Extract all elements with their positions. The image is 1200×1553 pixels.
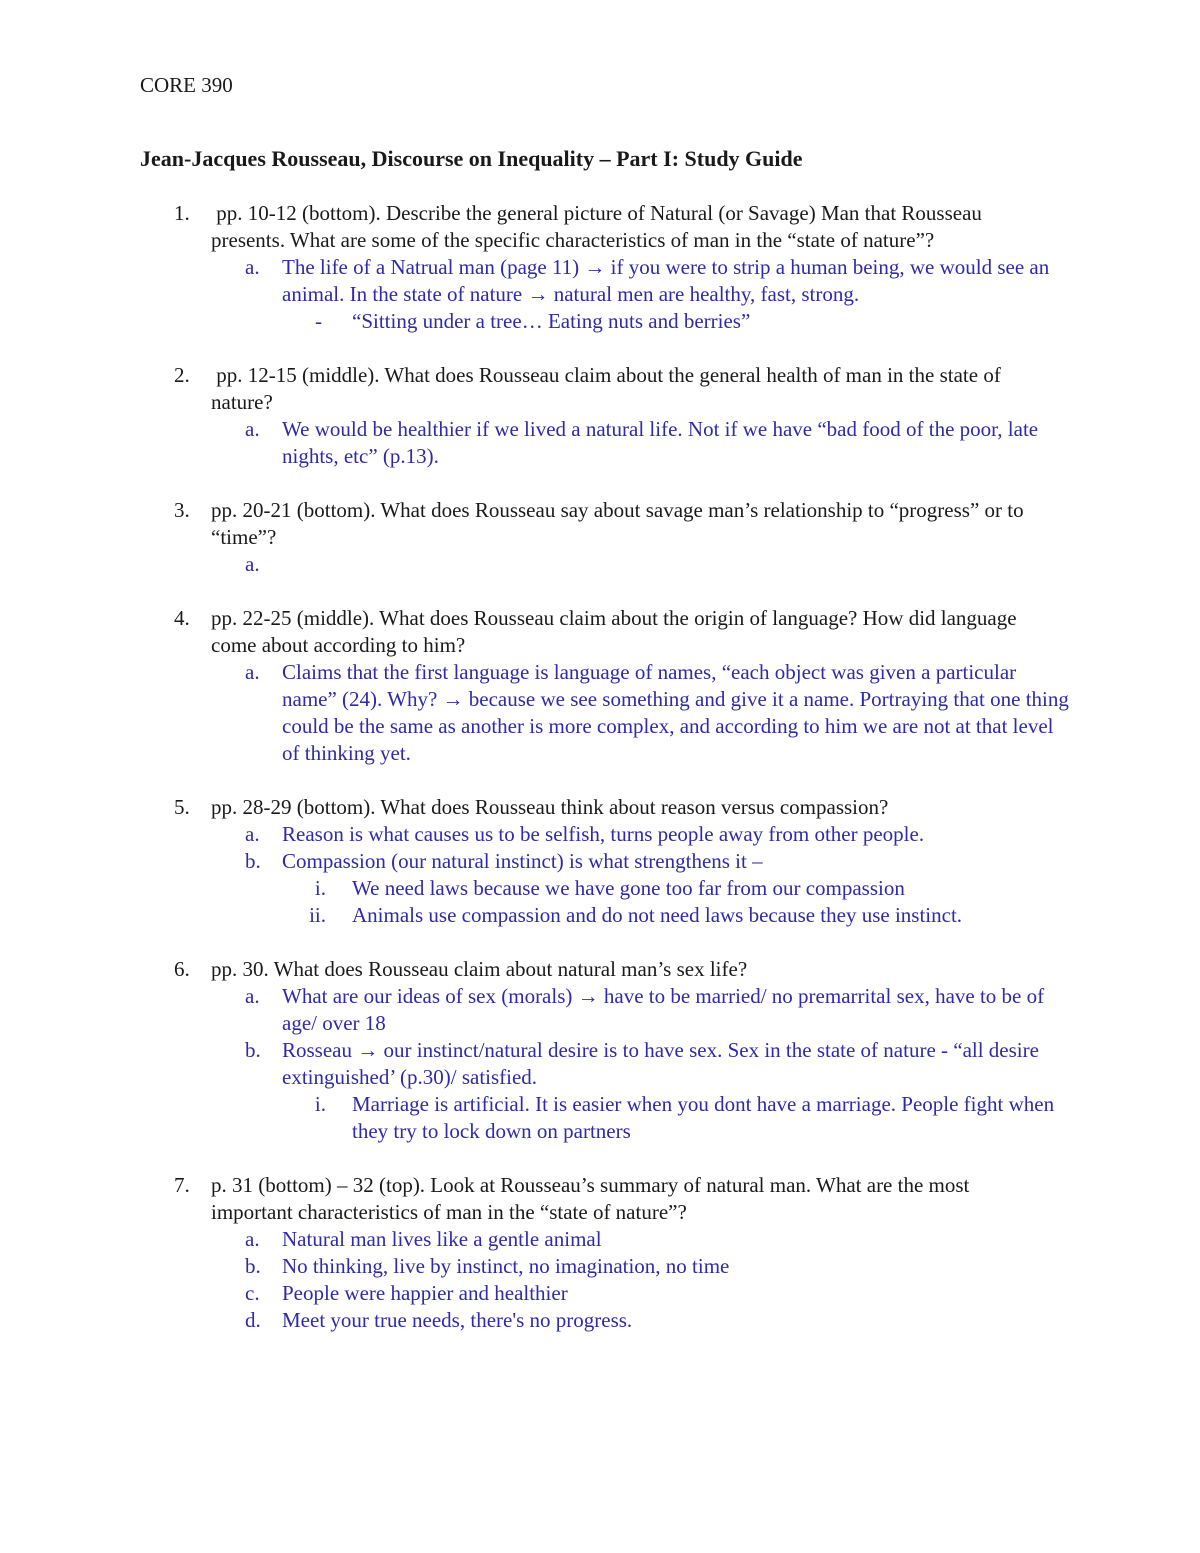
answer-marker: a. bbox=[245, 1227, 260, 1251]
question-item bbox=[0, 362, 1200, 470]
question-list bbox=[0, 200, 1200, 1361]
answer-text: Reason is what causes us to be selfish, turns people away from other people. bbox=[282, 822, 925, 846]
answer-item bbox=[0, 983, 1200, 1037]
answer-marker: b. bbox=[245, 1038, 261, 1062]
answer-marker: b. bbox=[245, 1254, 261, 1278]
sub-answer-text: Animals use compassion and do not need laws because they use instinct. bbox=[352, 903, 963, 927]
dash-item bbox=[0, 308, 1200, 335]
question-text: pp. 30. What does Rousseau claim about natural man’s sex life? bbox=[211, 957, 748, 981]
answer-text: Rosseau → our instinct/natural desire is to have sex. Sex in the state of nature - “all desire extinguished’ (p.30)/ satisfied. bbox=[282, 1038, 1039, 1089]
question-text: pp. 20-21 (bottom). What does Rousseau say about savage man’s relationship to “progress” or to “time”? bbox=[211, 498, 1024, 549]
question-number: 7. bbox=[174, 1173, 190, 1197]
answer-text bbox=[282, 551, 1072, 578]
answer-item bbox=[0, 254, 1200, 308]
question-item bbox=[0, 605, 1200, 767]
course-code: CORE 390 bbox=[140, 73, 233, 97]
answer-marker: a. bbox=[245, 660, 260, 684]
answer-item bbox=[0, 1253, 1200, 1280]
answer-item bbox=[0, 848, 1200, 875]
answer-text: Meet your true needs, there's no progress. bbox=[282, 1308, 633, 1332]
answer-item bbox=[0, 416, 1200, 470]
answer-marker: a. bbox=[245, 552, 260, 576]
question-text: pp. 22-25 (middle). What does Rousseau claim about the origin of language? How did language come about according to him? bbox=[211, 606, 1017, 657]
answer-item bbox=[0, 1307, 1200, 1334]
answer-item bbox=[0, 1037, 1200, 1091]
question-item bbox=[0, 1172, 1200, 1334]
answer-text: Natural man lives like a gentle animal bbox=[282, 1227, 602, 1251]
answer-marker: d. bbox=[245, 1308, 261, 1332]
answer-marker: a. bbox=[245, 255, 260, 279]
document-title: Jean-Jacques Rousseau, Discourse on Inequality – Part I: Study Guide bbox=[140, 146, 803, 171]
sub-answer-marker: i. bbox=[314, 1092, 326, 1116]
answer-text: We would be healthier if we lived a natural life. Not if we have “bad food of the poor, late nights, etc” (p.13). bbox=[282, 417, 1039, 468]
question-number: 4. bbox=[174, 606, 190, 630]
answer-item bbox=[0, 1280, 1200, 1307]
question-item bbox=[0, 956, 1200, 1145]
question-number: 1. bbox=[174, 201, 190, 225]
sub-answer-marker: ii. bbox=[309, 903, 326, 927]
question-text: pp. 28-29 (bottom). What does Rousseau think about reason versus compassion? bbox=[211, 795, 889, 819]
answer-marker: a. bbox=[245, 984, 260, 1008]
dash-text: “Sitting under a tree… Eating nuts and berries” bbox=[352, 309, 751, 333]
answer-text: Claims that the first language is language of names, “each object was given a particular name” (24). Why? → because we see something and give it a name. Portraying that one thing could be the same as another is more complex, and according to him we are not at that level of thinking yet. bbox=[282, 660, 1069, 765]
answer-text: People were happier and healthier bbox=[282, 1281, 568, 1305]
sub-answer-text: We need laws because we have gone too far from our compassion bbox=[352, 876, 905, 900]
question-number: 6. bbox=[174, 957, 190, 981]
sub-answer-marker: i. bbox=[314, 876, 326, 900]
sub-answer-item bbox=[0, 902, 1200, 929]
sub-answer-item bbox=[0, 875, 1200, 902]
answer-marker: c. bbox=[245, 1281, 260, 1305]
question-number: 2. bbox=[174, 363, 190, 387]
answer-item bbox=[0, 659, 1200, 767]
answer-text: The life of a Natrual man (page 11) → if you were to strip a human being, we would see an animal. In the state of nature → natural men are healthy, fast, strong. bbox=[282, 255, 1050, 306]
question-number: 5. bbox=[174, 795, 190, 819]
sub-answer-text: Marriage is artificial. It is easier when you dont have a marriage. People fight when they try to lock down on partners bbox=[352, 1092, 1055, 1143]
answer-text: What are our ideas of sex (morals) → have to be married/ no premarrital sex, have to be of age/ over 18 bbox=[282, 984, 1045, 1035]
dash-marker: - bbox=[315, 309, 322, 333]
question-number: 3. bbox=[174, 498, 190, 522]
question-item bbox=[0, 200, 1200, 335]
question-item bbox=[0, 497, 1200, 578]
question-text: pp. 12-15 (middle). What does Rousseau claim about the general health of man in the state of nature? bbox=[211, 363, 1001, 414]
answer-item bbox=[0, 1226, 1200, 1253]
sub-answer-item bbox=[0, 1091, 1200, 1145]
answer-item bbox=[0, 821, 1200, 848]
question-item bbox=[0, 794, 1200, 929]
answer-text: Compassion (our natural instinct) is what strengthens it – bbox=[282, 849, 763, 873]
answer-marker: a. bbox=[245, 822, 260, 846]
question-text: pp. 10-12 (bottom). Describe the general picture of Natural (or Savage) Man that Rousseau presents. What are some of the specific characteristics of man in the “state of nature”? bbox=[211, 201, 982, 252]
question-text: p. 31 (bottom) – 32 (top). Look at Rousseau’s summary of natural man. What are the most important characteristics of man in the “state of nature”? bbox=[211, 1173, 970, 1224]
answer-text: No thinking, live by instinct, no imagination, no time bbox=[282, 1254, 730, 1278]
answer-marker: a. bbox=[245, 417, 260, 441]
answer-marker: b. bbox=[245, 849, 261, 873]
answer-item bbox=[0, 551, 1200, 578]
